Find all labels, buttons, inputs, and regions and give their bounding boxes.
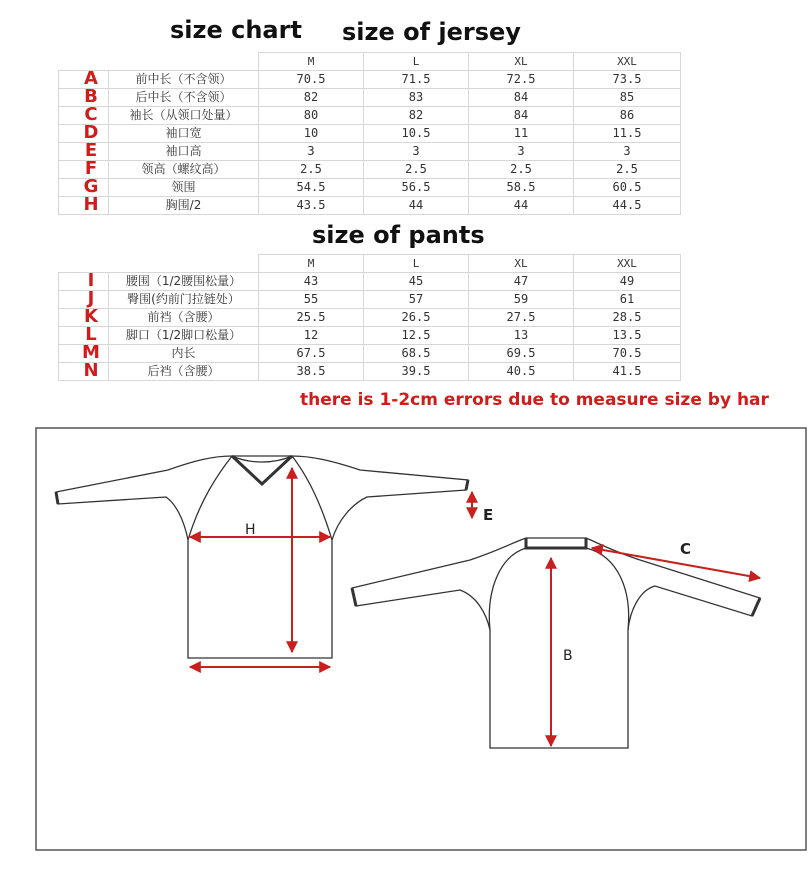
measurement-letter: G: [83, 176, 99, 197]
table-row: [59, 309, 681, 327]
measurement-letter: I: [87, 270, 95, 291]
table-row: [59, 161, 681, 179]
size-value: 83: [364, 89, 469, 107]
size-value: 86: [574, 107, 681, 125]
size-value: 84: [469, 107, 574, 125]
measurement-label: 前中长（不含领）: [109, 71, 259, 89]
size-value: 3: [364, 143, 469, 161]
size-value: 13: [469, 327, 574, 345]
measurement-letter: F: [84, 158, 98, 179]
size-value: 82: [364, 107, 469, 125]
size-column-header: XL: [469, 53, 574, 71]
measurement-label: 袖口宽: [109, 125, 259, 143]
size-value: 80: [259, 107, 364, 125]
size-value: 27.5: [469, 309, 574, 327]
size-value: 71.5: [364, 71, 469, 89]
size-column-header: XXL: [574, 53, 681, 71]
measurement-letter: B: [84, 86, 98, 107]
size-value: 49: [574, 273, 681, 291]
size-value: 12.5: [364, 327, 469, 345]
size-value: 3: [259, 143, 364, 161]
size-value: 54.5: [259, 179, 364, 197]
measurement-label: 袖长（从领口处量）: [109, 107, 259, 125]
size-column-header: XL: [469, 255, 574, 273]
pants-title: size of pants: [312, 221, 485, 249]
size-value: 84: [469, 89, 574, 107]
size-value: 13.5: [574, 327, 681, 345]
table-row: [59, 327, 681, 345]
size-value: 39.5: [364, 363, 469, 381]
size-value: 11.5: [574, 125, 681, 143]
size-value: 2.5: [574, 161, 681, 179]
measurement-letter: D: [83, 122, 99, 143]
table-row: [59, 363, 681, 381]
measurement-label: 领高（螺纹高）: [109, 161, 259, 179]
size-value: 28.5: [574, 309, 681, 327]
measurement-letter: K: [84, 306, 98, 327]
size-value: 60.5: [574, 179, 681, 197]
size-value: 3: [469, 143, 574, 161]
size-value: 26.5: [364, 309, 469, 327]
size-column-header: M: [259, 255, 364, 273]
size-value: 12: [259, 327, 364, 345]
size-value: 67.5: [259, 345, 364, 363]
size-column-header: L: [364, 53, 469, 71]
size-value: 47: [469, 273, 574, 291]
size-value: 44.5: [574, 197, 681, 215]
size-value: 2.5: [364, 161, 469, 179]
back-jersey-icon: [352, 538, 760, 748]
table-row: [59, 291, 681, 309]
size-value: 10: [259, 125, 364, 143]
label-c: C: [680, 540, 692, 558]
front-jersey-icon: [56, 456, 468, 658]
size-value: 44: [469, 197, 574, 215]
measurement-error-note: there is 1-2cm errors due to measure size by har: [300, 390, 769, 410]
size-column-header: M: [259, 53, 364, 71]
measurement-label: 胸围/2: [109, 197, 259, 215]
measurement-letter: M: [82, 342, 100, 363]
size-value: 25.5: [259, 309, 364, 327]
measurement-letter: L: [85, 324, 97, 345]
size-value: 55: [259, 291, 364, 309]
size-value: 70.5: [574, 345, 681, 363]
table-header-row: [59, 255, 681, 273]
size-value: 45: [364, 273, 469, 291]
jersey-title: size of jersey: [342, 18, 521, 46]
size-value: 10.5: [364, 125, 469, 143]
size-value: 56.5: [364, 179, 469, 197]
size-value: 40.5: [469, 363, 574, 381]
measurement-letter: N: [83, 360, 99, 381]
measurement-label: 脚口（1/2脚口松量）: [109, 327, 259, 345]
label-b: B: [563, 648, 573, 664]
table-row: [59, 273, 681, 291]
measurement-label: 前裆（含腰）: [109, 309, 259, 327]
table-row: [59, 71, 681, 89]
size-chart-title: size chart: [170, 16, 302, 44]
measurement-letter: E: [84, 140, 98, 161]
pants-size-table: [58, 254, 681, 381]
measurement-label: 领围: [109, 179, 259, 197]
table-row: [59, 89, 681, 107]
table-header-row: [59, 53, 681, 71]
measurement-label: 后裆（含腰）: [109, 363, 259, 381]
size-value: 3: [574, 143, 681, 161]
size-value: 61: [574, 291, 681, 309]
measurement-letter: J: [87, 288, 95, 309]
header-blank: [59, 255, 109, 273]
size-value: 68.5: [364, 345, 469, 363]
size-value: 2.5: [469, 161, 574, 179]
measurement-letter: H: [83, 194, 99, 215]
measurement-label: 袖口高: [109, 143, 259, 161]
size-value: 59: [469, 291, 574, 309]
size-value: 70.5: [259, 71, 364, 89]
header-blank: [109, 255, 259, 273]
jersey-size-table: [58, 52, 681, 215]
size-value: 11: [469, 125, 574, 143]
table-row: [59, 197, 681, 215]
table-row: [59, 125, 681, 143]
table-row: [59, 107, 681, 125]
measurement-letter: A: [84, 68, 98, 89]
size-value: 58.5: [469, 179, 574, 197]
table-row: [59, 345, 681, 363]
table-row: [59, 179, 681, 197]
size-value: 44: [364, 197, 469, 215]
measurement-letter: C: [84, 104, 98, 125]
size-value: 57: [364, 291, 469, 309]
size-value: 43.5: [259, 197, 364, 215]
size-value: 2.5: [259, 161, 364, 179]
header-blank: [109, 53, 259, 71]
size-value: 82: [259, 89, 364, 107]
size-column-header: L: [364, 255, 469, 273]
size-column-header: XXL: [574, 255, 681, 273]
size-value: 72.5: [469, 71, 574, 89]
size-value: 41.5: [574, 363, 681, 381]
label-e: E: [483, 506, 494, 524]
measurement-label: 内长: [109, 345, 259, 363]
size-value: 73.5: [574, 71, 681, 89]
measurement-label: 臀围(约前门拉链处）: [109, 291, 259, 309]
table-row: [59, 143, 681, 161]
size-value: 69.5: [469, 345, 574, 363]
jersey-measurement-diagram: [0, 420, 810, 883]
size-value: 38.5: [259, 363, 364, 381]
size-value: 43: [259, 273, 364, 291]
measurement-label: 后中长（不含领）: [109, 89, 259, 107]
label-h: H: [245, 522, 256, 538]
size-value: 85: [574, 89, 681, 107]
measurement-label: 腰围（1/2腰围松量）: [109, 273, 259, 291]
